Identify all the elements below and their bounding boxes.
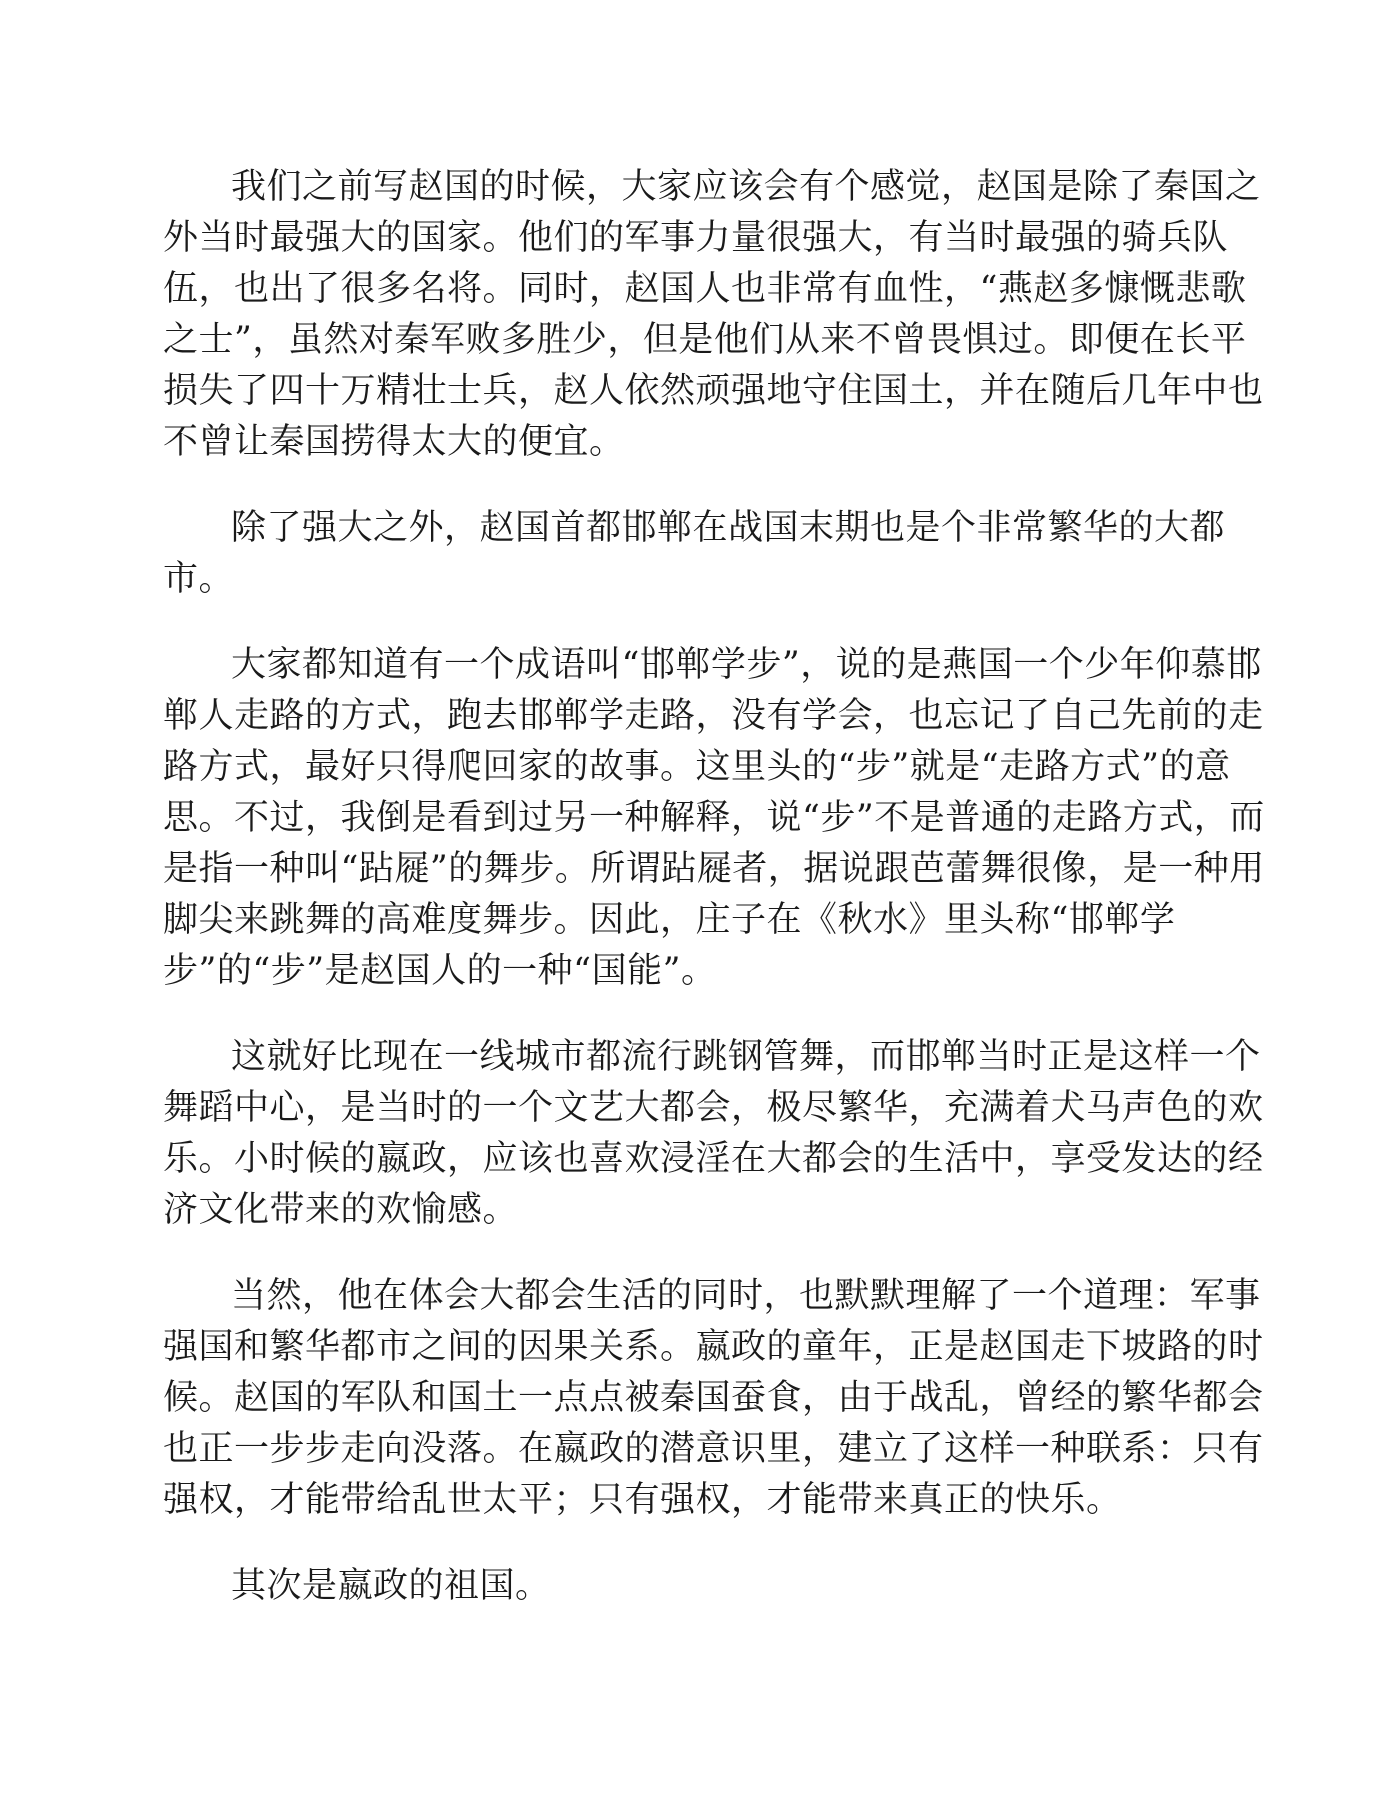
paragraph-6: [163, 1561, 1225, 1612]
text-line: 之士”，虽然对秦军败多胜少，但是他们从来不曾畏惧过。即便在长平: [163, 320, 1247, 360]
text-line: 步”的“步”是赵国人的一种“国能”。: [163, 951, 717, 991]
text-line: 大家都知道有一个成语叫“邯郸学步”，说的是燕国一个少年仰慕邯: [231, 645, 1262, 685]
text-line: 是指一种叫“跕屣”的舞步。所谓跕屣者，据说跟芭蕾舞很像，是一种用: [163, 849, 1265, 889]
text-line: 强权，才能带给乱世太平；只有强权，才能带来真正的快乐。: [163, 1480, 1122, 1520]
text-line: 思。不过，我倒是看到过另一种解释，说“步”不是普通的走路方式，而: [163, 798, 1265, 838]
paragraph-1: [163, 162, 1264, 468]
text-line: 伍，也出了很多名将。同时，赵国人也非常有血性，“燕赵多慷慨悲歌: [163, 269, 1247, 309]
text-line: 其次是嬴政的祖国。: [231, 1566, 551, 1606]
text-line: 损失了四十万精壮士兵，赵人依然顽强地守住国土，并在随后几年中也: [163, 371, 1264, 411]
text-line: 除了强大之外，赵国首都邯郸在战国末期也是个非常繁华的大都: [231, 508, 1226, 548]
paragraph-3: [163, 640, 1265, 997]
paragraph-gap: [163, 605, 1225, 640]
text-line: 我们之前写赵国的时候，大家应该会有个感觉，赵国是除了秦国之: [231, 167, 1261, 207]
text-line: 舞蹈中心，是当时的一个文艺大都会，极尽繁华，充满着犬马声色的欢: [163, 1088, 1264, 1128]
paragraph-gap: [163, 468, 1225, 503]
text-line: 当然，他在体会大都会生活的同时，也默默理解了一个道理：军事: [231, 1276, 1261, 1316]
paragraph-gap: [163, 997, 1225, 1032]
text-line: 郸人走路的方式，跑去邯郸学走路，没有学会，也忘记了自己先前的走: [163, 696, 1264, 736]
paragraph-gap: [163, 1526, 1225, 1561]
paragraph-4: [163, 1032, 1264, 1236]
text-line: 外当时最强大的国家。他们的军事力量很强大，有当时最强的骑兵队: [163, 218, 1229, 258]
text-line: 候。赵国的军队和国土一点点被秦国蚕食，由于战乱，曾经的繁华都会: [163, 1378, 1264, 1418]
text-line: 乐。小时候的嬴政，应该也喜欢浸淫在大都会的生活中，享受发达的经: [163, 1139, 1264, 1179]
document-body: [163, 162, 1265, 1612]
text-line: 市。: [163, 559, 235, 599]
text-line: 路方式，最好只得爬回家的故事。这里头的“步”就是“走路方式”的意: [163, 747, 1231, 787]
paragraph-gap: [163, 1236, 1225, 1271]
text-line: 脚尖来跳舞的高难度舞步。因此，庄子在《秋水》里头称“邯郸学: [163, 900, 1176, 940]
text-line: 不曾让秦国捞得太大的便宜。: [163, 422, 625, 462]
paragraph-2: [163, 503, 1225, 605]
text-line: 也正一步步走向没落。在嬴政的潜意识里，建立了这样一种联系：只有: [163, 1429, 1264, 1469]
paragraph-5: [163, 1271, 1264, 1526]
text-line: 强国和繁华都市之间的因果关系。嬴政的童年，正是赵国走下坡路的时: [163, 1327, 1264, 1367]
text-line: 这就好比现在一线城市都流行跳钢管舞，而邯郸当时正是这样一个: [231, 1037, 1261, 1077]
text-line: 济文化带来的欢愉感。: [163, 1190, 519, 1230]
